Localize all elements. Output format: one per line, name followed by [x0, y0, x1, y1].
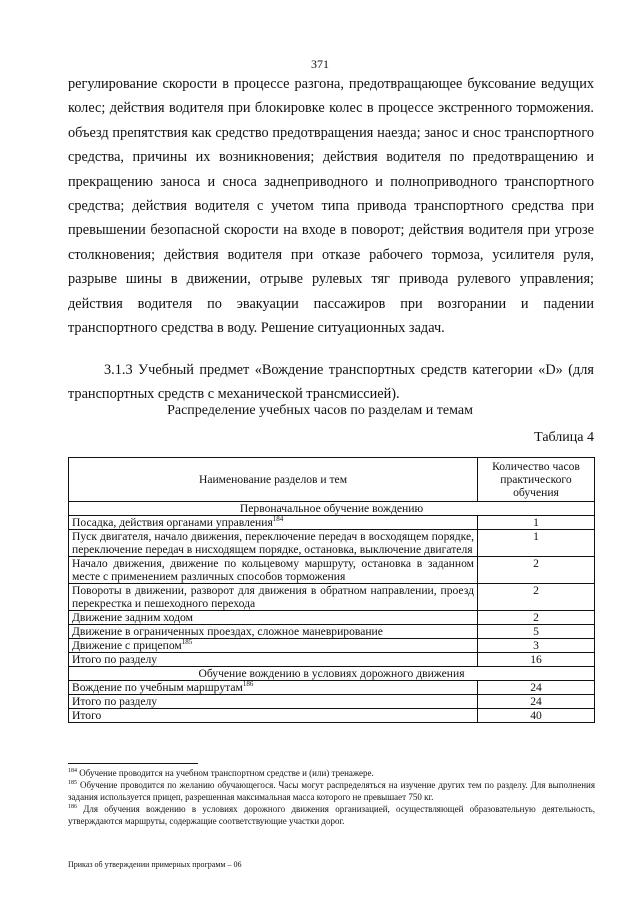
hours-table [68, 457, 595, 723]
section-1-row [69, 502, 595, 516]
row-name: Повороты в движении, разворот для движения в обратном направлении, проезд перекрестка и пешеходного перехода [69, 584, 478, 611]
table-row [69, 681, 595, 695]
table-row [69, 639, 595, 653]
table-row [69, 557, 595, 584]
row-name: Пуск двигателя, начало движения, переключение передач в восходящем порядке, переключение передач в нисходящем порядке, остановка, выключение двигателя [69, 530, 478, 557]
row-qty: 24 [478, 681, 595, 695]
row-name: Посадка, действия органами управления$^{184}$ [69, 516, 478, 530]
table-label: Таблица 4 [534, 430, 594, 445]
footnotes [68, 767, 595, 827]
section-2-title: Обучение вождению в условиях дорожного движения [69, 667, 595, 681]
table-row [69, 625, 595, 639]
paragraph-1: регулирование скорости в процессе разгона, предотвращающее буксование ведущих колес; действия водителя при блокировке колес в процессе экстренного торможения. объезд препятствия как средство предотвращения наезда; занос и снос транспортного средства, причины их возникновения; действия водителя по предотвращению и прекращению заноса и сноса заднеприводного и полноприводного транспортного средства; действия водителя с учетом типа привода транспортного средства при превышении безопасной скорости на входе в поворот; действия водителя при угрозе столкновения; действия водителя при отказе рабочего тормоза, усилителя руля, разрыве шины в движении, отрыве рулевых тяг привода рулевого управления; действия водителя по эвакуации пассажиров при возгорании и падении транспортного средства в воду. Решение ситуационных задач. [68, 76, 594, 337]
footnote-185: $^{185}$ Обучение проводится по желанию обучающегося. Часы могут распределяться на изучение других тем по разделу. Для выполнения задания используется прицеп, разрешенная максимальная масса которого не превышает 750 кг. [68, 780, 595, 802]
row-qty: 2 [478, 584, 595, 611]
subsection-text: 3.1.3 Учебный предмет «Вождение транспортных средств категории «D» (для транспортных средств с механической трансмиссией). [68, 362, 594, 402]
total-qty: 24 [478, 695, 595, 709]
section-2-row [69, 667, 595, 681]
row-qty: 5 [478, 625, 595, 639]
table-row [69, 516, 595, 530]
total-qty: 16 [478, 653, 595, 667]
row-name: Начало движения, движение по кольцевому маршруту, остановка в заданном месте с применением различных способов торможения [69, 557, 478, 584]
grand-total-label: Итого [69, 709, 478, 723]
header-qty: Количество часов практического обучения [478, 458, 595, 502]
total-label: Итого по разделу [69, 695, 478, 709]
table-row [69, 611, 595, 625]
page-number: 371 [311, 57, 329, 71]
section-1-title: Первоначальное обучение вождению [69, 502, 595, 516]
order-note: Приказ об утверждении примерных программ – 06 [68, 860, 242, 869]
grand-total-qty: 40 [478, 709, 595, 723]
row-qty: 1 [478, 516, 595, 530]
grand-total-row [69, 709, 595, 723]
footnote-ref: 186 [242, 680, 254, 688]
table-caption: Распределение учебных часов по разделам и темам [167, 403, 473, 418]
footnote-184: $^{184}$ Обучение проводится на учебном транспортном средстве и (или) тренажере. [68, 768, 374, 778]
footnote-ref: 185 [181, 638, 193, 646]
row-name: Движение в ограниченных проездах, сложное маневрирование [69, 625, 478, 639]
row-qty: 3 [478, 639, 595, 653]
row-qty: 2 [478, 557, 595, 584]
footnote-ref: 184 [272, 515, 284, 523]
row-name: Вождение по учебным маршрутам$^{186}$ [69, 681, 478, 695]
header-name: Наименование разделов и тем [69, 458, 478, 502]
table-row [69, 530, 595, 557]
total-label: Итого по разделу [69, 653, 478, 667]
row-qty: 2 [478, 611, 595, 625]
table-row [69, 584, 595, 611]
section-1-total-row [69, 653, 595, 667]
row-name: Движение с прицепом$^{185}$ [69, 639, 478, 653]
footnote-divider [68, 763, 198, 764]
subsection-heading [68, 358, 594, 406]
body-paragraph [68, 72, 594, 340]
table-header-row [69, 458, 595, 502]
footnote-186: $^{186}$ Для обучения вождению в условиях дорожного движения организацией, осуществляющей образовательную деятельность, утверждаются маршруты, содержащие соответствующие участки дорог. [68, 804, 595, 826]
row-qty: 1 [478, 530, 595, 557]
row-name: Движение задним ходом [69, 611, 478, 625]
section-2-total-row [69, 695, 595, 709]
